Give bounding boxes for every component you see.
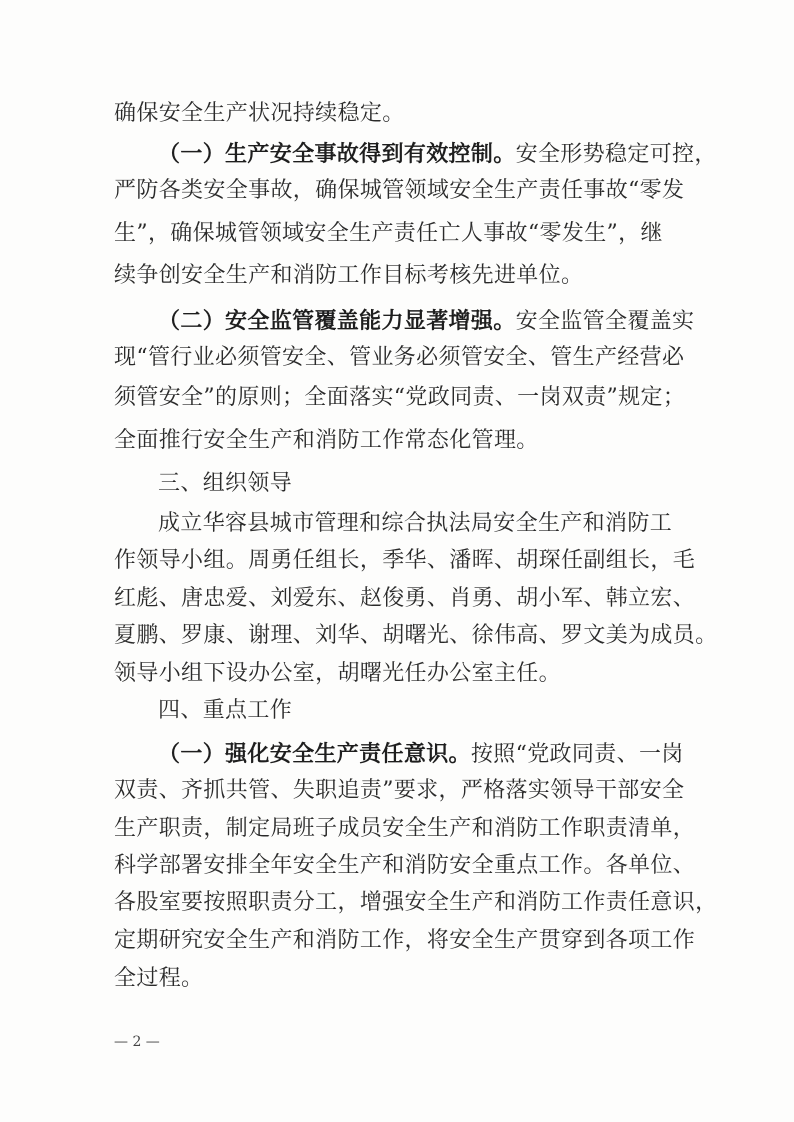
bold-lead: （一）生产安全事故得到有效控制。 (158, 141, 516, 167)
text-line (114, 778, 685, 803)
text-line (114, 928, 696, 953)
bold-lead: （一）强化安全生产责任意识。 (158, 741, 471, 767)
line-text: 安全形势稳定可控， (515, 142, 717, 167)
line-text: 四、重点工作 (158, 698, 293, 723)
line-text: 确保安全生产状况持续稳定。 (114, 101, 405, 126)
text-line (114, 429, 676, 453)
text-line (114, 178, 685, 203)
section-heading (158, 699, 676, 723)
text-line (158, 141, 717, 167)
line-text: 续争创安全生产和消防工作目标考核先进单位。 (114, 263, 584, 288)
line-text: 现“管行业必须管安全、管业务必须管安全、管生产经营必 (114, 345, 685, 370)
text-line (114, 623, 718, 648)
line-text: 全面推行安全生产和消防工作常态化管理。 (114, 428, 539, 453)
text-line (114, 102, 676, 126)
text-line (114, 853, 696, 878)
text-line (114, 264, 676, 288)
line-text: 各股室要按照职责分工，增强安全生产和消防工作责任意识， (114, 890, 718, 915)
line-text: 严防各类安全事故，确保城管领域安全生产责任事故“零发 (114, 178, 685, 203)
text-line (114, 548, 696, 573)
bold-lead: （二）安全监管覆盖能力显著增强。 (158, 308, 516, 334)
line-text: 定期研究安全生产和消防工作，将安全生产贯穿到各项工作 (114, 928, 696, 953)
text-line (158, 308, 695, 334)
text-line (158, 741, 684, 767)
line-text: 三、组织领导 (158, 471, 293, 496)
line-text: 全过程。 (114, 966, 204, 991)
line-text: 生产职责，制定局班子成员安全生产和消防工作职责清单， (114, 816, 696, 841)
text-line (114, 222, 676, 246)
line-text: 作领导小组。周勇任组长，季华、潘晖、胡琛任副组长，毛 (114, 548, 696, 573)
line-text: 须管安全”的原则；全面落实“党政同责、一岗双责”规定； (114, 385, 686, 410)
text-line (114, 586, 696, 611)
text-line (114, 967, 676, 991)
line-text: 科学部署安排全年安全生产和消防安全重点工作。各单位、 (114, 853, 696, 878)
section-heading (158, 472, 676, 496)
line-text: 双责、齐抓共管、失职追责”要求，严格落实领导干部安全 (114, 778, 685, 803)
text-line (114, 385, 686, 410)
text-line (114, 816, 696, 841)
text-line (114, 345, 685, 370)
text-line (114, 890, 718, 915)
text-line (114, 662, 676, 686)
line-text: 生”，确保城管领域安全生产责任亡人事故“零发生”，继 (114, 221, 663, 246)
line-text: 夏鹏、罗康、谢理、刘华、胡曙光、徐伟高、罗文美为成员。 (114, 623, 718, 648)
line-text: 按照“党政同责、一岗 (470, 742, 684, 767)
line-text: 红彪、唐忠爱、刘爱东、赵俊勇、肖勇、胡小军、韩立宏、 (114, 586, 696, 611)
line-text: 成立华容县城市管理和综合执法局安全生产和消防工 (158, 511, 673, 536)
line-text: 安全监管全覆盖实 (515, 309, 695, 334)
page-number: — 2 — (114, 1034, 160, 1050)
text-line (158, 512, 676, 536)
line-text: 领导小组下设办公室，胡曙光任办公室主任。 (114, 661, 562, 686)
